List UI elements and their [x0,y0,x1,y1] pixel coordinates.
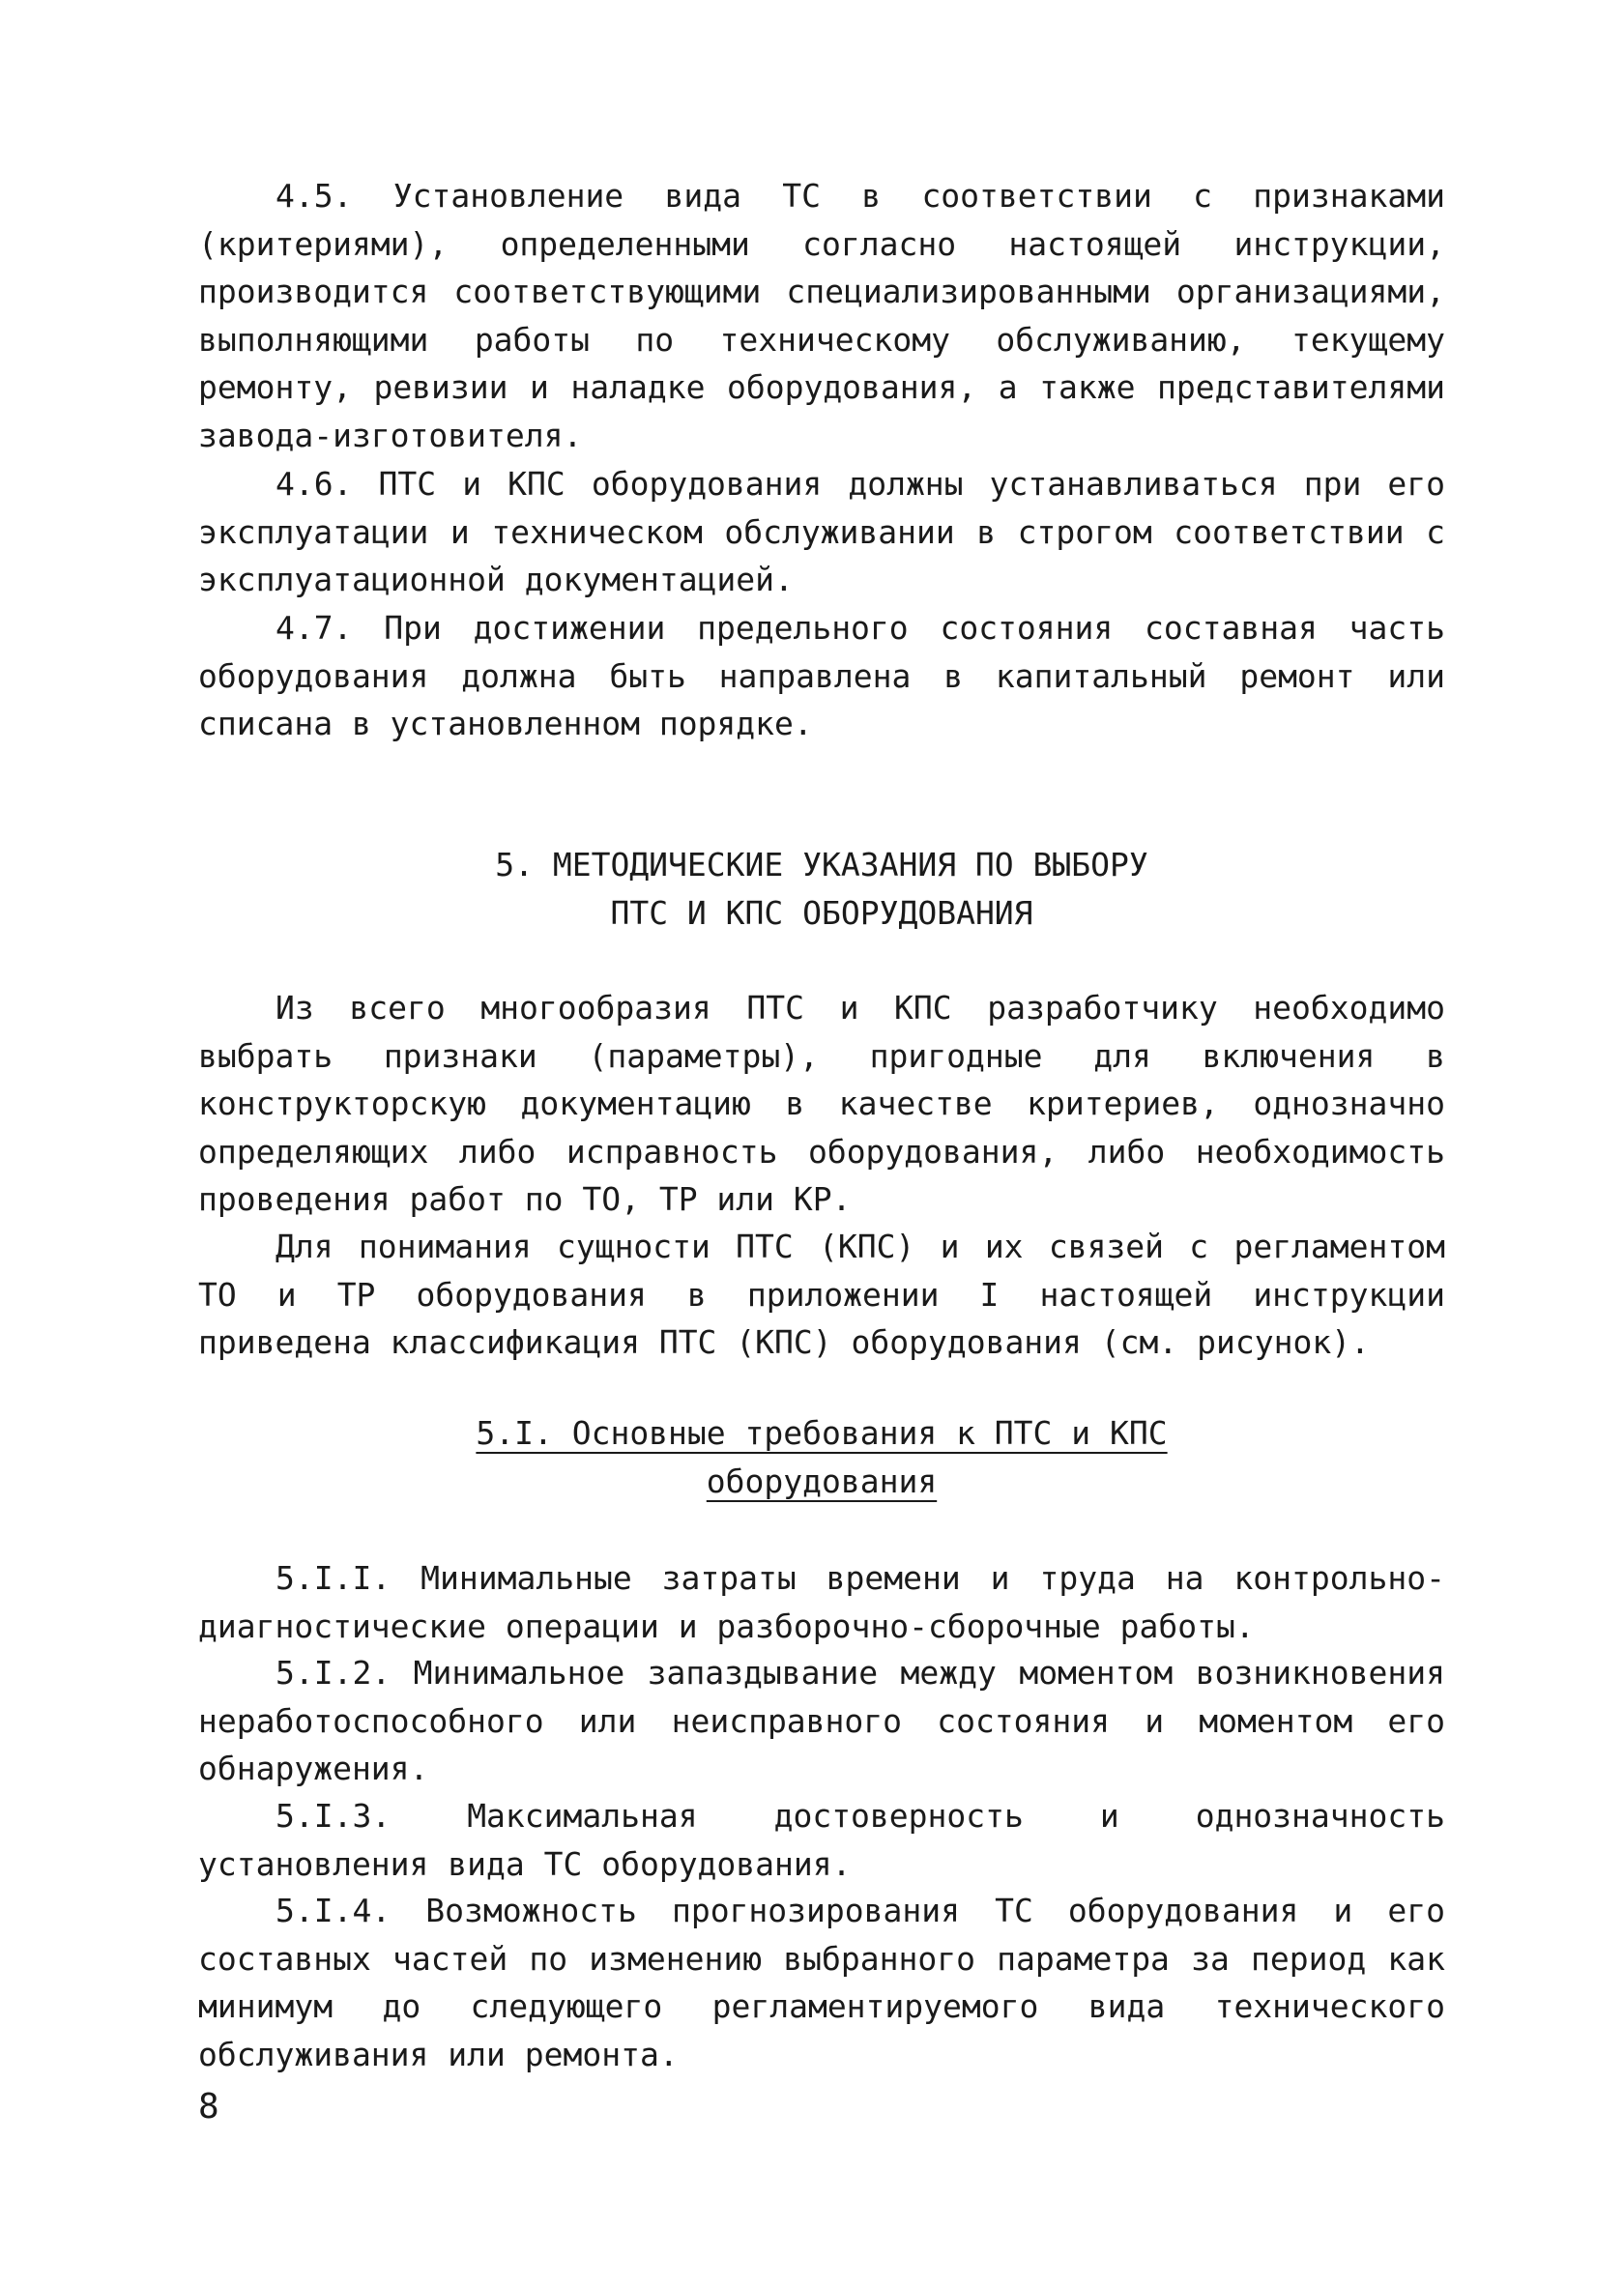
page-number: 8 [198,2087,219,2127]
paragraph-4-7: 4.7. При достижении предельного состояния составная часть оборудования должна быть направлена в капитальный ремонт или списана в установленном порядке. [198,609,1445,742]
section-5-intro-paragraph-1: Из всего многообразия ПТС и КПС разработчику необходимо выбрать признаки (параметры), пригодные для включения в конструкторскую документацию в качестве критериев, однозначно определяющих либо исправность оборудования, либо необходимость проведения работ по ТО, ТР или КР. [198,989,1445,1218]
paragraph-5-1-3: 5.I.3. Максимальная достоверность и однозначность установления вида ТС оборудования. [198,1797,1445,1883]
subsection-5-1-heading-line-1 [198,1409,1445,1458]
subsection-5-1-heading-line-2 [198,1458,1445,1506]
paragraph-4-6: 4.6. ПТС и КПС оборудования должны устанавливаться при его эксплуатации и техническом обслуживании в строгом соответствии с эксплуатационной документацией. [198,465,1445,598]
paragraph-4-5: 4.5. Установление вида ТС в соответствии с признаками (критериями), определенными согласно настоящей инструкции, производится соответствующими специализированными организациями, выполняющими работы по техническому обслуживанию, текущему ремонту, ревизии и наладке оборудования, а также представителями завода-изготовителя. [198,177,1445,454]
section-5-heading-line-2: ПТС И КПС ОБОРУДОВАНИЯ [610,894,1033,932]
section-5-intro-paragraph-2: Для понимания сущности ПТС (КПС) и их связей с регламентом ТО и ТР оборудования в приложении I настоящей инструкции приведена классификация ПТС (КПС) оборудования (см. рисунок). [198,1228,1445,1361]
subsection-5-1-heading-text-1: 5.I. Основные требования к ПТС и КПС [476,1414,1168,1452]
subsection-5-1-heading-text-2: оборудования [706,1462,938,1500]
paragraph-5-1-4: 5.I.4. Возможность прогнозирования ТС оборудования и его составных частей по изменению выбранного параметра за период как минимум до следующего регламентируемого вида технического обслуживания или ремонта. [198,1892,1445,2073]
paragraph-5-1-1: 5.I.I. Минимальные затраты времени и труда на контрольно-диагностические операции и разборочно-сборочные работы. [198,1559,1445,1645]
paragraph-5-1-2: 5.I.2. Минимальное запаздывание между моментом возникновения неработоспособного или неисправного состояния и моментом его обнаружения. [198,1654,1445,1787]
section-5-heading-line-1: 5. МЕТОДИЧЕСКИЕ УКАЗАНИЯ ПО ВЫБОРУ [495,846,1148,883]
